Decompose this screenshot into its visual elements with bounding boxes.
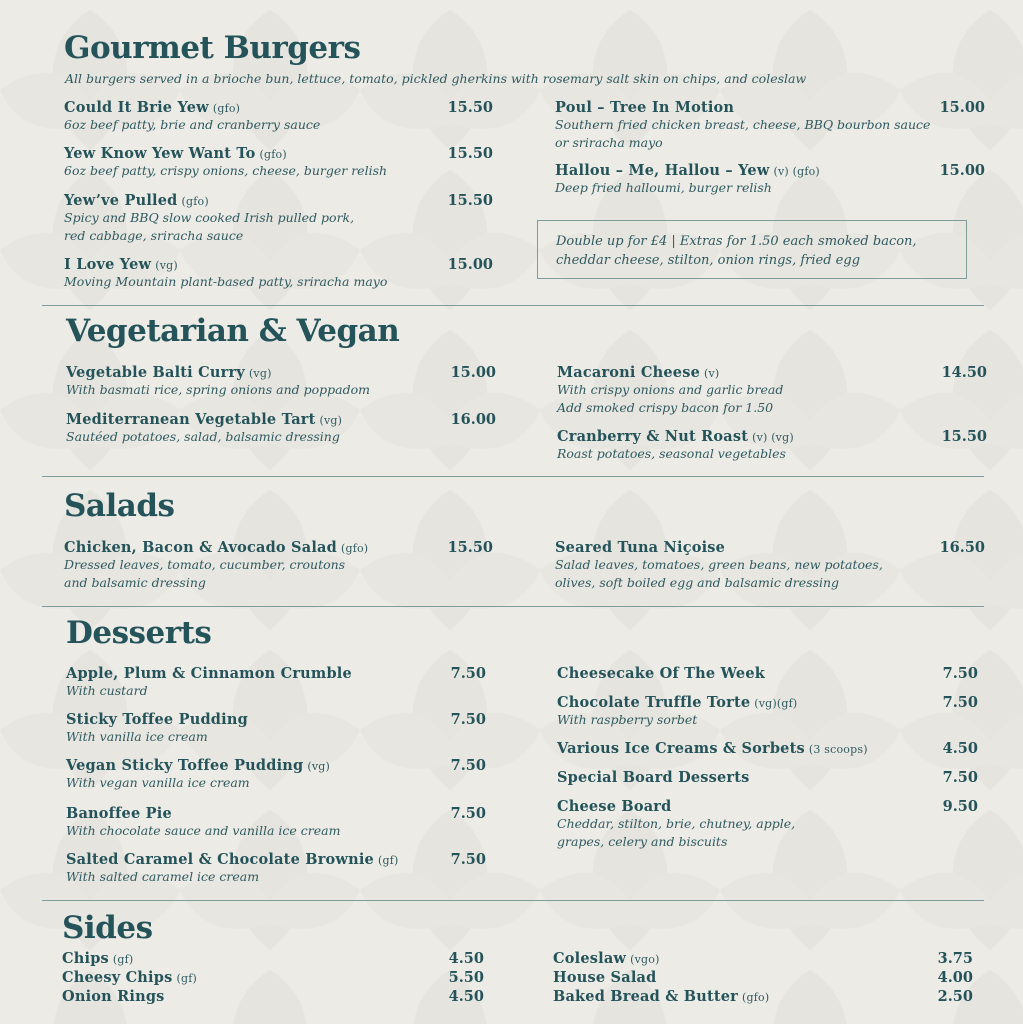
item-tag: (gfo) — [742, 991, 770, 1004]
menu-item — [64, 192, 493, 256]
item-name: Yew Know Yew Want To — [64, 145, 256, 162]
item-price: 15.50 — [941, 428, 987, 445]
menu-item — [66, 711, 486, 757]
item-description: Roast potatoes, seasonal vegetables — [557, 446, 786, 461]
item-name: Vegan Sticky Toffee Pudding — [66, 757, 304, 774]
menu-item — [555, 539, 985, 592]
burgers-subtitle: All burgers served in a brioche bun, lettuce, tomato, pickled gherkins with rosemary salt skin on chips, and coleslaw — [65, 71, 807, 86]
item-description: With vanilla ice cream — [66, 729, 208, 744]
item-price: 4.50 — [448, 988, 484, 1005]
item-description: With basmati rice, spring onions and poppadom — [66, 382, 370, 397]
item-tag: (3 scoops) — [808, 743, 868, 756]
menu-item — [62, 950, 484, 969]
item-name: Baked Bread & Butter — [553, 988, 739, 1005]
item-tag: (gfo) — [259, 148, 287, 161]
item-name: Apple, Plum & Cinnamon Crumble — [66, 665, 352, 682]
item-description: Salad leaves, tomatoes, green beans, new potatoes, — [555, 557, 883, 572]
item-price: 7.50 — [942, 665, 978, 682]
menu-item — [557, 665, 978, 694]
menu-item — [64, 145, 493, 192]
item-name: Chips — [62, 950, 109, 967]
item-name: Macaroni Cheese — [557, 364, 701, 381]
item-tag: (vg) — [155, 259, 178, 272]
menu-item — [62, 988, 484, 1007]
item-name: Hallou – Me, Hallou – Yew — [555, 162, 770, 179]
item-name: House Salad — [553, 969, 657, 986]
item-price: 15.50 — [447, 539, 493, 556]
menu-item — [66, 851, 486, 897]
vegetarian-right-column — [557, 364, 987, 474]
item-price: 7.50 — [450, 805, 486, 822]
menu-item — [557, 798, 978, 851]
menu-item — [64, 256, 493, 302]
item-price: 7.50 — [450, 711, 486, 728]
section-title-sides: Sides — [62, 910, 153, 946]
item-price: 14.50 — [941, 364, 987, 381]
menu-item — [557, 740, 978, 769]
item-price: 15.00 — [939, 162, 985, 179]
item-price: 7.50 — [450, 851, 486, 868]
item-name: Coleslaw — [553, 950, 627, 967]
item-price: 9.50 — [942, 798, 978, 815]
menu-item — [66, 757, 486, 805]
item-description: With custard — [66, 683, 148, 698]
item-tag: (gfo) — [181, 195, 209, 208]
item-name: Chocolate Truffle Torte — [557, 694, 751, 711]
item-description: With vegan vanilla ice cream — [66, 775, 250, 790]
item-name: Chicken, Bacon & Avocado Salad — [64, 539, 337, 556]
menu-item — [555, 99, 985, 162]
item-name: Special Board Desserts — [557, 769, 750, 786]
item-name: Seared Tuna Niçoise — [555, 539, 726, 556]
item-tag: (vg)(gf) — [754, 697, 798, 710]
item-price: 16.00 — [450, 411, 496, 428]
item-price: 4.50 — [942, 740, 978, 757]
item-name: Poul – Tree In Motion — [555, 99, 735, 116]
item-name: Various Ice Creams & Sorbets — [557, 740, 805, 757]
item-price: 7.50 — [450, 665, 486, 682]
item-price: 15.00 — [450, 364, 496, 381]
menu-item — [66, 364, 496, 411]
item-tag: (gfo) — [212, 102, 241, 115]
item-description: grapes, celery and biscuits — [557, 834, 728, 849]
item-description: With raspberry sorbet — [557, 712, 698, 727]
item-price: 4.00 — [937, 969, 973, 986]
extras-note-box: Double up for £4 | Extras for 1.50 each smoked bacon, cheddar cheese, stilton, onion rings, fried egg — [537, 220, 967, 279]
item-name: Cheesecake Of The Week — [557, 665, 765, 682]
desserts-right-column — [557, 665, 978, 851]
menu-item — [64, 99, 493, 145]
menu-item — [555, 162, 985, 208]
item-description: Sautéed potatoes, salad, balsamic dressing — [66, 429, 340, 444]
item-tag: (gf) — [176, 972, 197, 985]
section-divider — [42, 476, 984, 477]
menu-item — [557, 428, 987, 474]
item-price: 2.50 — [937, 988, 973, 1005]
item-description: Dressed leaves, tomato, cucumber, croutons — [64, 557, 346, 572]
item-name: Banoffee Pie — [66, 805, 172, 822]
item-name: Salted Caramel & Chocolate Brownie — [66, 851, 374, 868]
item-tag: (gf) — [112, 953, 134, 966]
item-name: Sticky Toffee Pudding — [66, 711, 248, 728]
menu-item — [553, 969, 973, 988]
item-tag: (v) — [704, 367, 720, 380]
section-divider — [42, 606, 984, 607]
menu-item — [553, 988, 973, 1007]
section-title-salads: Salads — [64, 488, 175, 524]
menu-item — [557, 769, 978, 798]
salads-left-column — [64, 539, 493, 592]
item-description: or sriracha mayo — [555, 135, 663, 150]
menu-item — [557, 694, 978, 740]
item-tag: (v) (gfo) — [773, 165, 820, 178]
item-price: 4.50 — [448, 950, 484, 967]
menu-item — [62, 969, 484, 988]
item-name: I Love Yew — [64, 256, 152, 273]
item-tag: (gfo) — [340, 542, 369, 555]
sides-right-column — [553, 950, 973, 1007]
item-description: With crispy onions and garlic bread — [557, 382, 784, 397]
item-description: Spicy and BBQ slow cooked Irish pulled pork, — [64, 210, 355, 225]
item-description: 6oz beef patty, crispy onions, cheese, burger relish — [64, 163, 388, 178]
item-price: 15.00 — [939, 99, 985, 116]
item-tag: (vgo) — [630, 953, 660, 966]
menu-item — [66, 805, 486, 851]
burgers-left-column — [64, 99, 493, 302]
item-description: olives, soft boiled egg and balsamic dressing — [555, 575, 840, 590]
salads-right-column — [555, 539, 985, 592]
item-name: Mediterranean Vegetable Tart — [66, 411, 316, 428]
item-tag: (v) (vg) — [752, 431, 794, 444]
section-title-vegetarian: Vegetarian & Vegan — [66, 313, 400, 349]
item-name: Yew’ve Pulled — [64, 192, 178, 209]
item-name: Cheese Board — [557, 798, 672, 815]
item-price: 7.50 — [942, 694, 978, 711]
item-name: Cranberry & Nut Roast — [557, 428, 749, 445]
desserts-left-column — [66, 665, 486, 897]
item-description: With salted caramel ice cream — [66, 869, 260, 884]
item-price: 15.50 — [447, 145, 493, 162]
item-description: With chocolate sauce and vanilla ice cream — [66, 823, 341, 838]
menu-item — [66, 665, 486, 711]
item-name: Vegetable Balti Curry — [66, 364, 245, 381]
menu-item — [64, 539, 493, 592]
burgers-right-column — [555, 99, 985, 208]
menu-item — [557, 364, 987, 428]
item-name: Cheesy Chips — [62, 969, 173, 986]
item-tag: (gf) — [377, 854, 399, 867]
item-price: 15.50 — [447, 99, 493, 116]
item-tag: (vg) — [319, 414, 343, 427]
menu-item — [553, 950, 973, 969]
menu-item — [66, 411, 496, 457]
item-name: Onion Rings — [62, 988, 165, 1005]
item-description: 6oz beef patty, brie and cranberry sauce — [64, 117, 321, 132]
section-divider — [42, 900, 984, 901]
item-description: red cabbage, sriracha sauce — [64, 228, 244, 243]
item-price: 7.50 — [450, 757, 486, 774]
item-description: Deep fried halloumi, burger relish — [555, 180, 772, 195]
item-price: 16.50 — [939, 539, 985, 556]
sides-left-column — [62, 950, 484, 1007]
item-price: 7.50 — [942, 769, 978, 786]
item-tag: (vg) — [307, 760, 331, 773]
item-price: 15.00 — [447, 256, 493, 273]
item-tag: (vg) — [248, 367, 272, 380]
item-name: Could It Brie Yew — [64, 99, 209, 116]
item-description: Cheddar, stilton, brie, chutney, apple, — [557, 816, 796, 831]
item-price: 5.50 — [448, 969, 484, 986]
section-title-desserts: Desserts — [66, 615, 212, 651]
vegetarian-left-column — [66, 364, 496, 457]
item-description: Southern fried chicken breast, cheese, BBQ bourbon sauce — [555, 117, 931, 132]
section-title-burgers: Gourmet Burgers — [64, 30, 361, 66]
item-description: Add smoked crispy bacon for 1.50 — [557, 400, 774, 415]
item-description: Moving Mountain plant-based patty, sriracha mayo — [64, 274, 388, 289]
item-description: and balsamic dressing — [64, 575, 206, 590]
section-divider — [42, 305, 984, 306]
item-price: 3.75 — [937, 950, 973, 967]
item-price: 15.50 — [447, 192, 493, 209]
